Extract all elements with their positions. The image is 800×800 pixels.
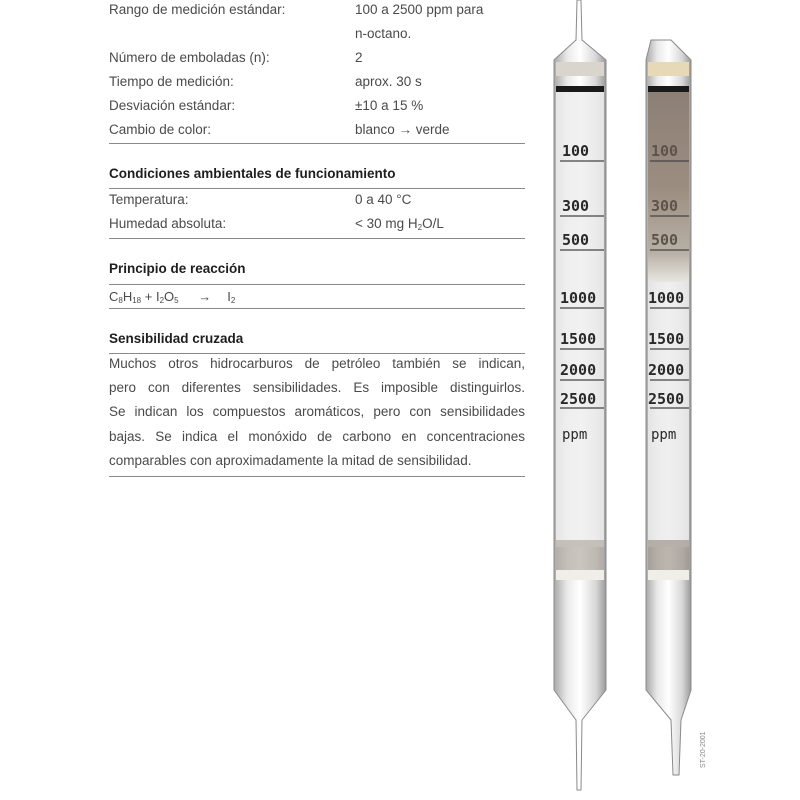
- scale-label: 1500: [648, 330, 685, 348]
- ambient-value: 0 a 40 °C: [355, 192, 412, 207]
- scale-label: 1500: [560, 330, 597, 348]
- ambient-value: < 30 mg $H_2O/L$: [355, 216, 444, 232]
- scale-label: 2000: [648, 361, 685, 379]
- spec-label: Cambio de color:: [109, 122, 212, 137]
- scale-unit: ppm: [562, 427, 588, 443]
- divider: [109, 238, 525, 239]
- spec-value: n-octano.: [355, 26, 412, 41]
- cross-sensitivity-text: Muchos otros hidrocarburos de petróleo también se indican, pero con diferentes sensibilidades. Es imposible distinguirlos. Se indican los compuestos aromáticos, pero con sensibilidades bajas. Se indica el monóxido de carbono en concentraciones comparables con aproximadamente la mitad de sensibilidad.: [109, 356, 525, 468]
- section-title-ambient: Condiciones ambientales de funcionamiento: [109, 166, 396, 181]
- scale-label: 2500: [648, 390, 685, 408]
- spec-label: Número de emboladas (n):: [109, 50, 270, 65]
- scale-label: 2500: [560, 390, 597, 408]
- scale-label: 500: [651, 231, 679, 249]
- divider: [109, 284, 525, 285]
- scale-label: 300: [562, 197, 590, 215]
- scale-label: 300: [651, 197, 679, 215]
- spec-label: Rango de medición estándar:: [109, 2, 286, 17]
- spec-value: 100 a 2500 ppm para: [355, 2, 484, 17]
- spec-label: Desviación estándar:: [109, 98, 236, 113]
- divider: [109, 476, 525, 477]
- spec-value: ±10 a 15 %: [355, 98, 424, 113]
- spec-value: 2: [355, 50, 363, 65]
- image-code: ST-20-2001: [700, 731, 707, 768]
- scale-label: 1000: [648, 289, 685, 307]
- section-title-cross-sensitivity: Sensibilidad cruzada: [109, 331, 244, 346]
- reaction-equation: $C_8H_{18} + I_2O_5 \to I_2$: [109, 289, 236, 305]
- arrow-icon: →: [198, 289, 212, 304]
- ambient-label: Humedad absoluta:: [109, 216, 227, 231]
- detector-tubes-image: [520, 0, 720, 800]
- scale-label: 2000: [560, 361, 597, 379]
- section-title-reaction: Principio de reacción: [109, 261, 246, 276]
- scale-label: 500: [562, 231, 590, 249]
- spec-value: aprox. 30 s: [355, 74, 422, 89]
- spec-label: Tiempo de medición:: [109, 74, 234, 89]
- scale-unit: ppm: [651, 427, 677, 443]
- scale-label: 1000: [560, 289, 597, 307]
- spec-value: blanco → verde: [355, 122, 450, 137]
- scale-label: 100: [562, 142, 590, 160]
- scale-label: 100: [651, 142, 679, 160]
- ambient-label: Temperatura:: [109, 192, 189, 207]
- divider: [109, 308, 525, 309]
- divider: [109, 143, 525, 144]
